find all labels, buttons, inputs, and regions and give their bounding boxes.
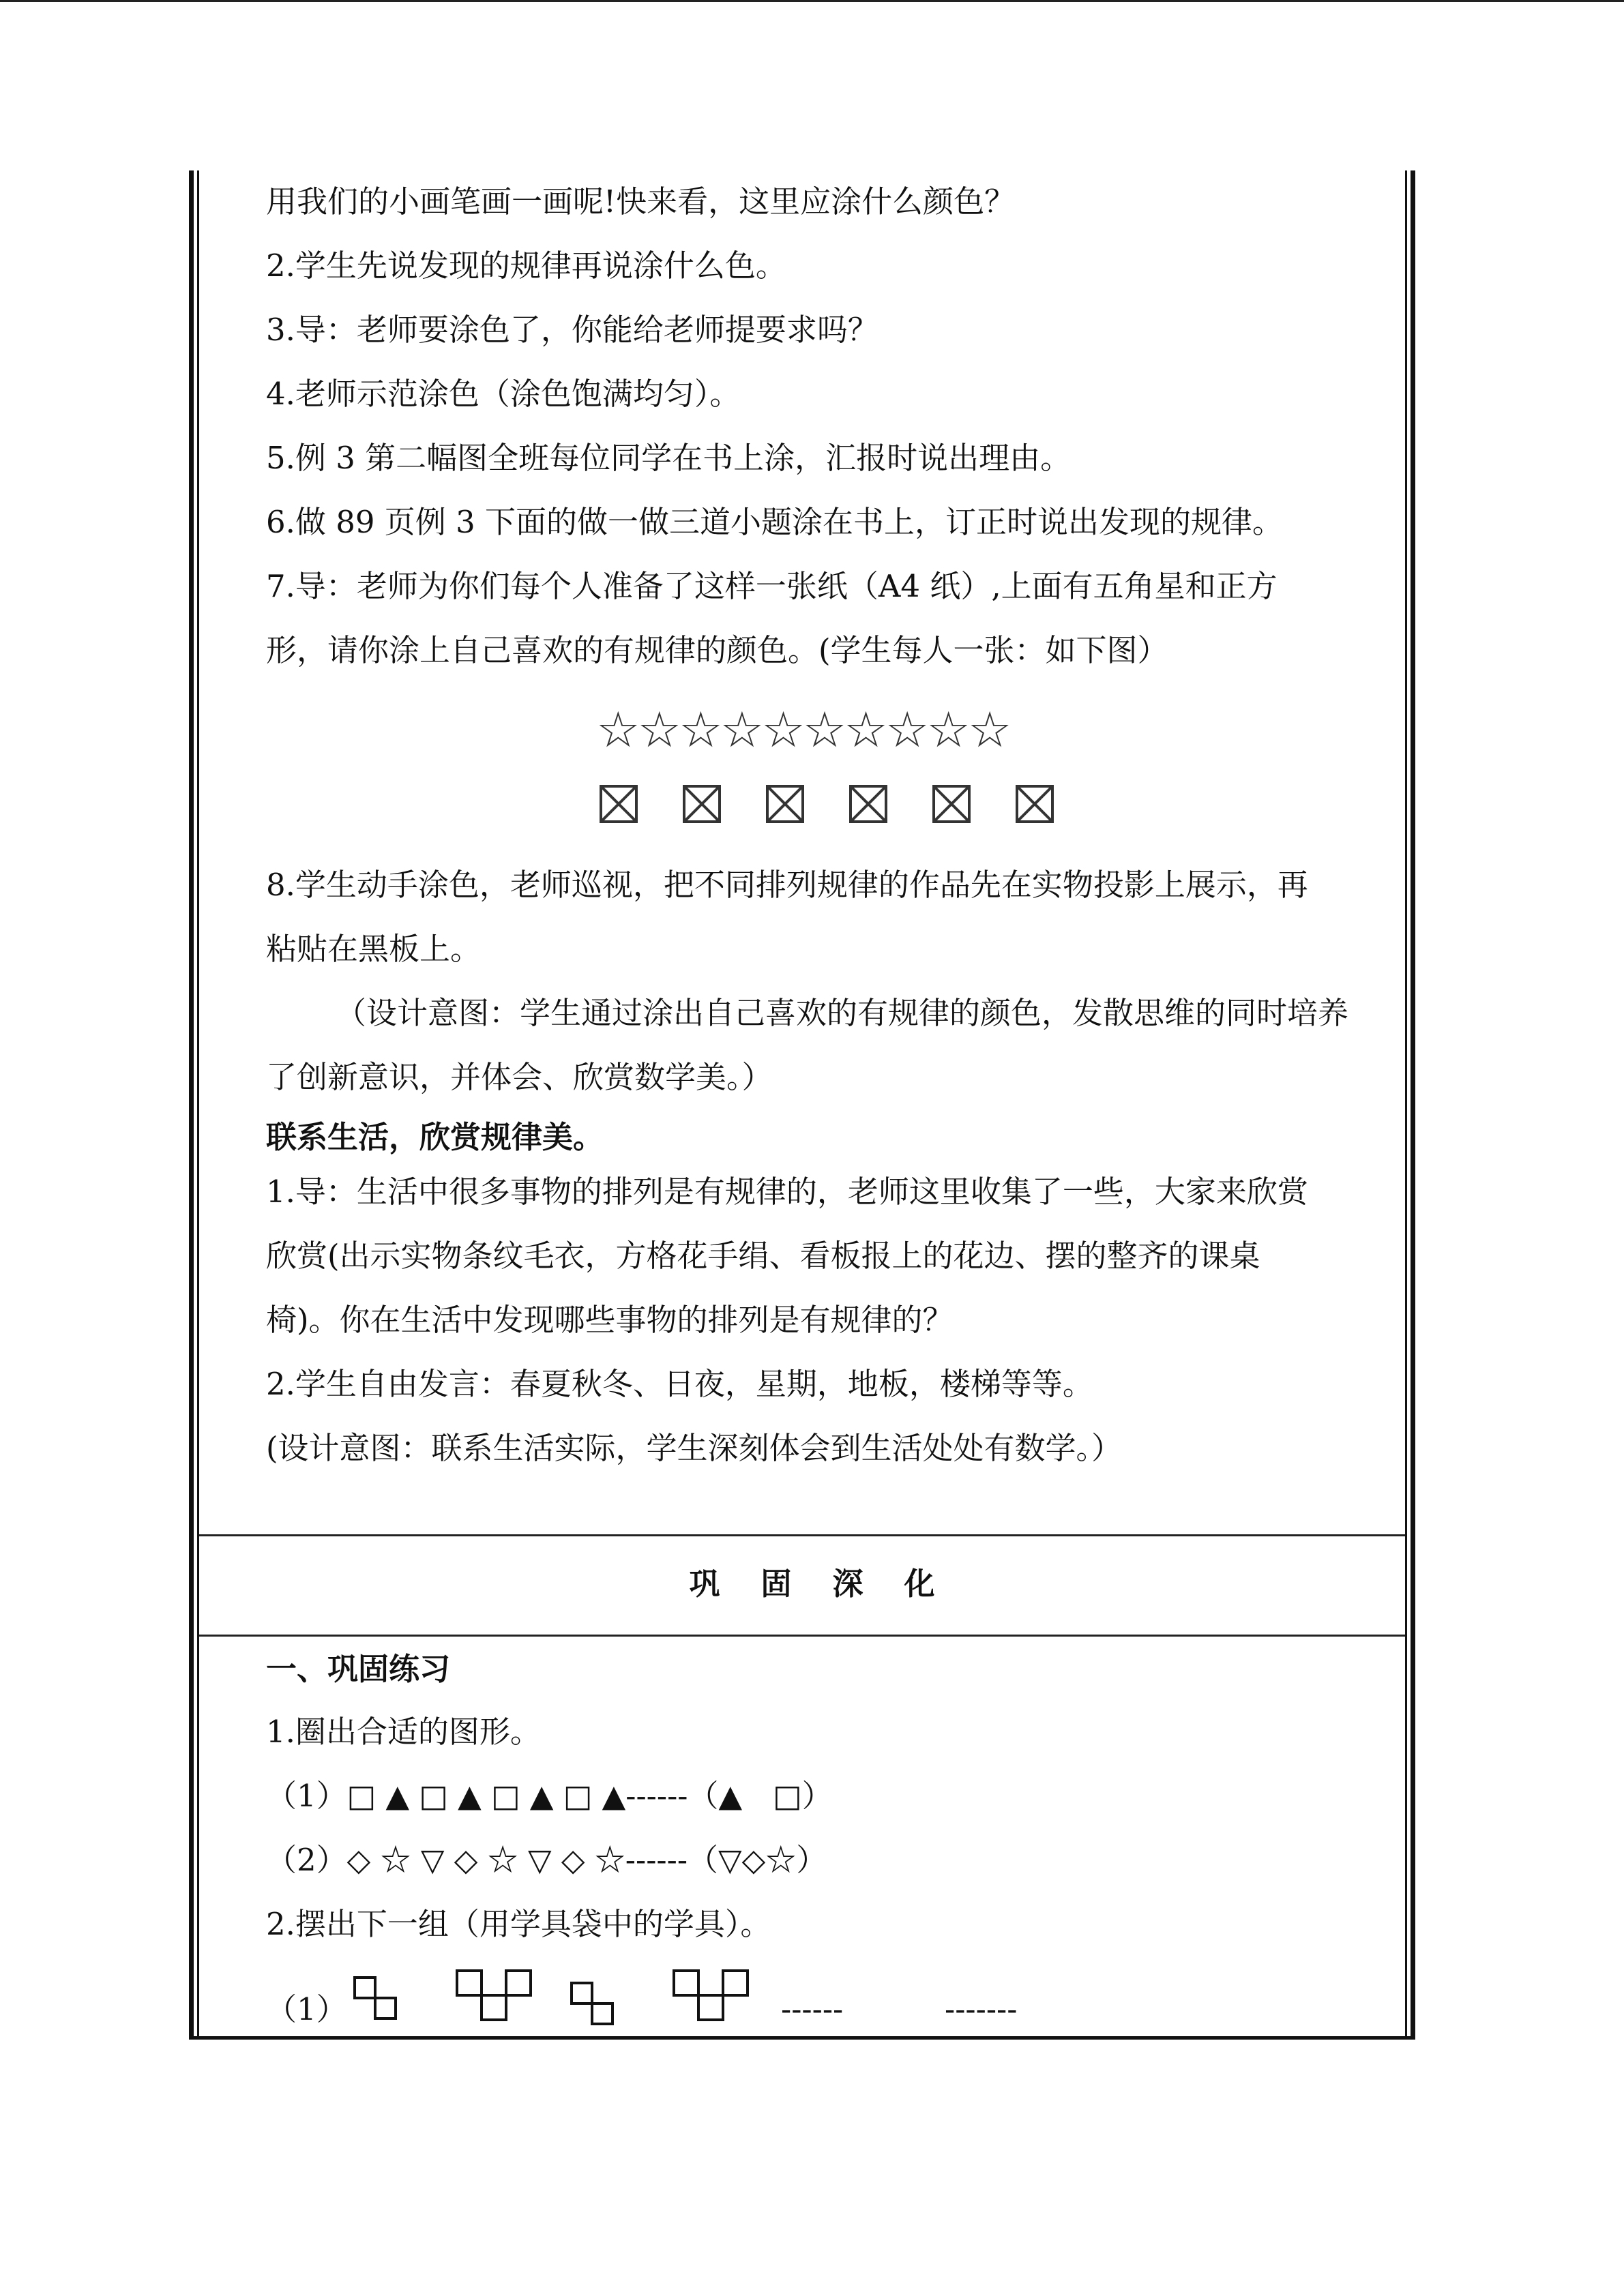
body-line-6: 6.做 89 页例 3 下面的做一做三道小题涂在书上，订正时说出发现的规律。 <box>266 504 1284 540</box>
body-line-16: 2.学生自由发言：春夏秋冬、日夜，星期，地板，楼梯等等。 <box>266 1366 1093 1402</box>
design-intent-1b: 了创新意识，并体会、欣赏数学美。） <box>266 1059 773 1095</box>
body-line-2: 2.学生先说发现的规律再说涂什么色。 <box>266 248 786 284</box>
body-line-14: 欣赏(出示实物条纹毛衣，方格花手绢、看板报上的花边、摆的整齐的课桌 <box>266 1238 1260 1274</box>
question-2-label: （1） <box>266 1991 347 2027</box>
two-square-pattern-icon <box>572 1983 612 2024</box>
practice-heading: 一、巩固练习 <box>266 1651 451 1687</box>
three-square-pattern-icon <box>674 1971 748 2020</box>
body-line-3: 3.导：老师要涂色了，你能给老师提要求吗？ <box>266 312 879 348</box>
body-line-4: 4.老师示范涂色（涂色饱满均匀）。 <box>266 376 741 412</box>
answer-blank-2: ------- <box>945 1991 1018 2027</box>
body-line-13: 1.导：生活中很多事物的排列是有规律的，老师这里收集了一些，大家来欣赏 <box>266 1174 1308 1210</box>
body-line-1: 用我们的小画笔画一画呢!快来看，这里应涂什么颜色？ <box>266 183 1016 220</box>
answer-blank-1: ------ <box>781 1991 844 2027</box>
question-1-part-2: （2）◇ ☆ ▽ ◇ ☆ ▽ ◇ ☆------（▽◇☆） <box>266 1842 827 1878</box>
two-square-pattern-icon <box>355 1978 396 2018</box>
body-line-5: 5.例 3 第二幅图全班每位同学在书上涂，汇报时说出理由。 <box>266 440 1072 476</box>
section-title: 巩固深化 <box>689 1566 976 1602</box>
design-intent-2: (设计意图：联系生活实际，学生深刻体会到生活处处有数学。） <box>266 1430 1123 1466</box>
body-line-9: 8.学生动手涂色，老师巡视，把不同排列规律的作品先在实物投影上展示，再 <box>266 867 1308 903</box>
question-2: 2.摆出下一组（用学具袋中的学具）。 <box>266 1906 771 1942</box>
stars-row: ☆☆☆☆☆☆☆☆☆☆ <box>596 701 1009 758</box>
three-square-pattern-icon <box>457 1971 531 2020</box>
body-line-10: 粘贴在黑板上。 <box>266 931 482 967</box>
body-line-8: 形，请你涂上自己喜欢的有规律的颜色。(学生每人一张：如下图） <box>266 632 1168 668</box>
design-intent-1a: （设计意图：学生通过涂出自己喜欢的有规律的颜色，发散思维的同时培养 <box>336 995 1349 1031</box>
question-1: 1.圈出合适的图形。 <box>266 1714 541 1750</box>
body-line-7: 7.导：老师为你们每个人准备了这样一张纸（A4 纸）,上面有五角星和正方 <box>266 568 1278 604</box>
question-1-part-1: （1）□ ▲ □ ▲ □ ▲ □ ▲------（▲ □） <box>266 1778 833 1814</box>
subheading-life: 联系生活，欣赏规律美。 <box>266 1119 604 1155</box>
body-line-15: 椅)。你在生活中发现哪些事物的排列是有规律的？ <box>266 1302 954 1338</box>
